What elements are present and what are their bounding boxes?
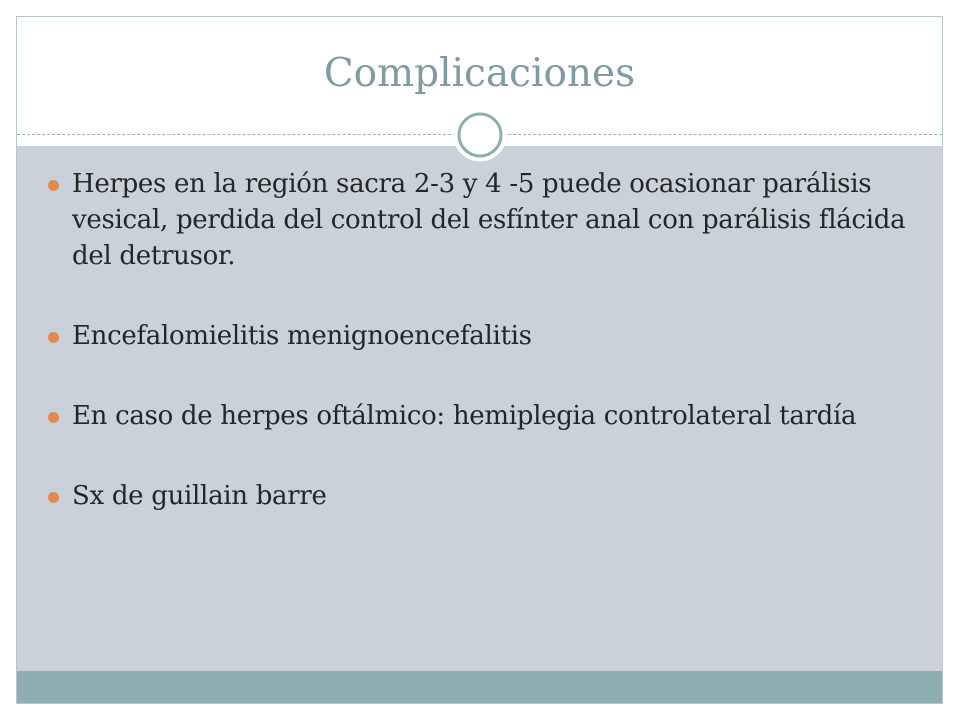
bullet-text: Herpes en la región sacra 2-3 y 4 -5 puede ocasionar parálisis vesical, perdida del control del esfínter anal con parálisis flácida del detrusor. <box>72 169 906 271</box>
bullet-text: En caso de herpes oftálmico: hemiplegia controlateral tardía <box>72 401 857 431</box>
bullet-icon <box>48 492 59 503</box>
bullet-text: Sx de guillain barre <box>72 481 327 511</box>
page-title: Complicaciones <box>323 51 636 96</box>
list-item <box>48 318 918 354</box>
list-item <box>48 166 918 274</box>
list-item <box>48 478 918 514</box>
bullet-list <box>48 166 918 558</box>
bullet-icon <box>48 412 59 423</box>
footer-bar <box>17 671 942 703</box>
circle-ornament-icon <box>452 107 508 163</box>
bullet-icon <box>48 332 59 343</box>
bullet-icon <box>48 180 59 191</box>
list-item <box>48 398 918 434</box>
bullet-text: Encefalomielitis menignoencefalitis <box>72 321 532 351</box>
